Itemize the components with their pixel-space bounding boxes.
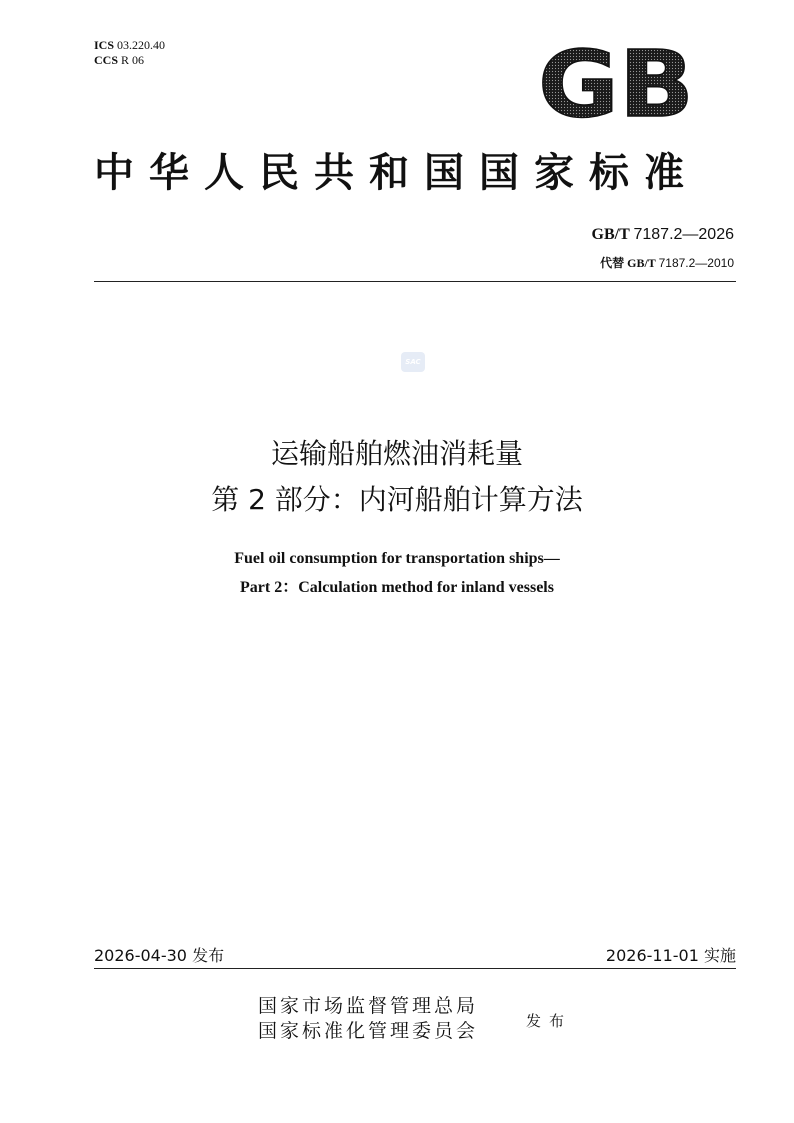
- ccs-value: R 06: [121, 53, 145, 67]
- document-title-cn-line1: 运输船舶燃油消耗量: [270, 437, 523, 470]
- replaces-note: [600, 254, 734, 271]
- implementation-date: 2026-11-01 实施: [605, 946, 736, 965]
- document-title-en-line1: Fuel oil consumption for transportation ships—: [234, 550, 560, 567]
- standard-prefix: GB/T: [591, 226, 630, 243]
- classification-codes: [94, 38, 165, 68]
- sac-stamp: SAC: [401, 352, 425, 372]
- national-standard-title: 中华人民共和国国家标准: [94, 149, 699, 196]
- gb-logo-icon: [536, 40, 696, 120]
- bottom-divider: [94, 968, 736, 969]
- document-title-en-line2: Part 2：Calculation method for inland vessels: [240, 579, 554, 596]
- standard-number: [592, 226, 734, 244]
- issuer-samr: 国家市场监督管理总局: [258, 995, 479, 1017]
- publish-label: 发布: [526, 1012, 573, 1030]
- issuer-sac: 国家标准化管理委员会: [258, 1020, 479, 1042]
- standard-number-value: 7187.2—2026: [633, 226, 734, 243]
- top-divider: [94, 281, 736, 282]
- replaces-number: 7187.2—2010: [658, 256, 734, 270]
- replaces-label: 代替 GB/T: [600, 256, 656, 270]
- ics-label: ICS: [94, 38, 115, 52]
- issue-date: 2026-04-30 发布: [94, 946, 225, 965]
- document-title-cn-line2: 第 2 部分：内河船舶计算方法: [211, 483, 583, 516]
- svg-text:GB: GB: [538, 40, 694, 120]
- ics-value: 03.220.40: [117, 38, 166, 52]
- ccs-label: CCS: [94, 53, 119, 67]
